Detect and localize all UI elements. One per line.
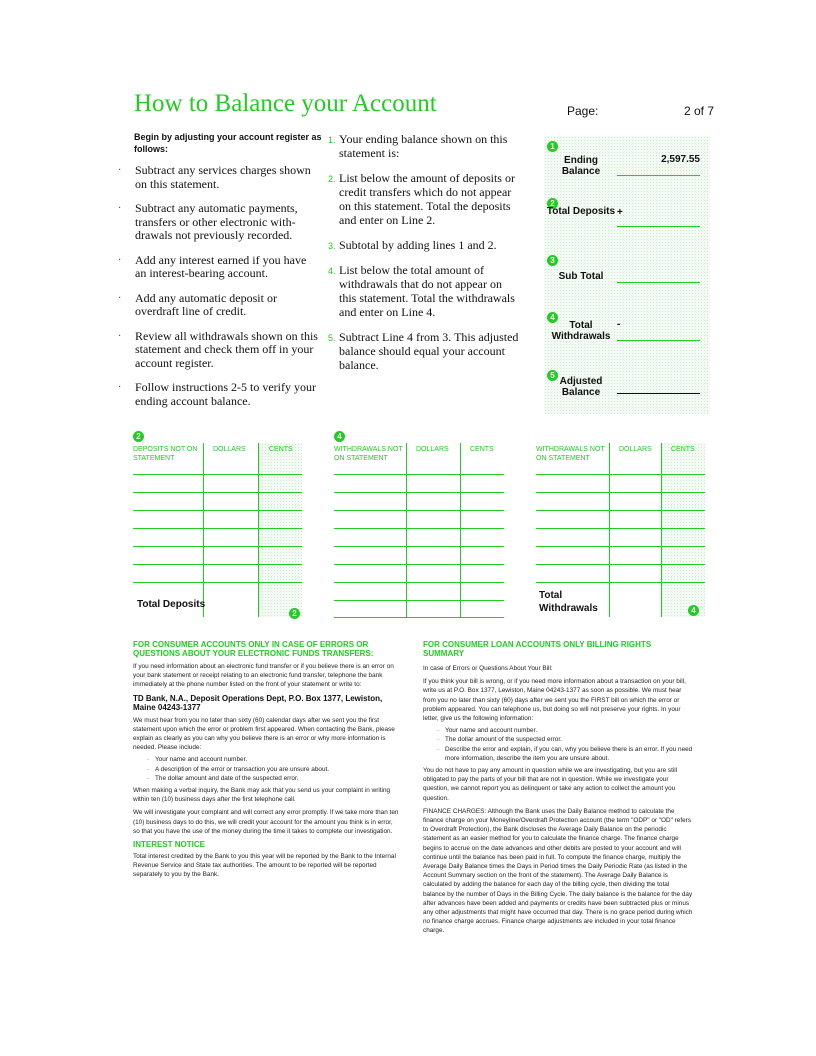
withdrawals2-divider-2 (661, 443, 662, 617)
step-text: Subtract Line 4 from 3. This adjusted balance should equal your account balance. (339, 330, 519, 372)
total-deposits-line (617, 226, 700, 227)
list-item: · Your name and account number. (147, 755, 401, 764)
deposits-divider-2 (258, 443, 259, 617)
withdrawals1-row-line (334, 582, 504, 583)
deposits-badge: 2 (133, 431, 144, 442)
page-title: How to Balance your Account (134, 90, 437, 117)
page-number: 2 of 7 (684, 104, 715, 118)
withdrawals1-row-line (334, 600, 504, 601)
step-3-badge: 3 (547, 255, 558, 266)
withdrawals1-row-line (334, 617, 504, 618)
step-item (328, 171, 520, 227)
deposits-col-header: DEPOSITS NOT ON STATEMENT (133, 446, 198, 462)
list-item: · Subtract any services charges shown on this statement. (118, 164, 318, 191)
ending-balance-label: Ending Balance (561, 155, 601, 177)
withdrawals-col-header: WITHDRAWALS NOT ON STATEMENT (334, 446, 403, 462)
withdrawals-total-badge: 4 (688, 605, 699, 616)
loan-paragraph: You do not have to pay any amount in question while we are investigating, but you are still obligated to pay the parts of your bill that are not in question. While we investigate your question, we cannot report you as delinquent or take any action to collect the amount you question. (423, 767, 678, 802)
list-item: · Add any interest earned if you have an interest-bearing account. (118, 254, 318, 281)
list-item: · Subtract any automatic payments, transfers or other electronic with-drawals not previously recorded. (118, 202, 318, 243)
consumer-paragraph: When making a verbal inquiry, the Bank may ask that you send us your complaint in writing within ten (10) business days after the first telephone call. (133, 787, 391, 804)
withdrawals1-row-line (334, 510, 504, 511)
loan-paragraph: In case of Errors or Questions About Your Bill: (423, 665, 553, 672)
list-item: · Review all withdrawals shown on this statement and check them off in your account register. (118, 330, 318, 371)
deposits-divider-1 (203, 443, 204, 617)
withdrawals2-divider-1 (609, 443, 610, 617)
deposits-cents-shade (258, 443, 302, 617)
total-withdrawals-line-2: Withdrawals (539, 603, 598, 614)
list-item: · Follow instructions 2-5 to verify your ending account balance. (118, 381, 318, 408)
bank-address: TD Bank, N.A., Deposit Operations Dept, P.O. Box 1377, Lewiston, Maine 04243-1377 (133, 693, 383, 712)
list-item: · Your name and account number. (437, 726, 693, 735)
list-item: · The dollar amount of the suspected error. (437, 735, 693, 744)
step-text: List below the total amount of withdrawals that do not appear on this statement. Total the withdrawals and enter on Line 4. (339, 263, 515, 319)
loan-accounts-section (423, 640, 693, 940)
ending-balance-line (617, 175, 700, 176)
dollars-col-header: DOLLARS (619, 446, 652, 453)
plus-sign: + (617, 207, 623, 218)
withdrawals1-divider-2 (460, 443, 461, 617)
consumer-include-list (133, 755, 401, 783)
step-5-badge: 5 (547, 370, 558, 381)
list-item: · The dollar amount and date of the suspected error. (147, 774, 401, 783)
step-item (328, 132, 520, 160)
step-item (328, 238, 520, 252)
consumer-accounts-section (133, 640, 401, 880)
total-deposits-label: Total Deposits (546, 206, 616, 217)
withdrawals2-row-line (536, 528, 705, 529)
page-label: Page: (567, 104, 599, 118)
adjust-list (118, 164, 318, 419)
deposits-row-line (133, 582, 302, 583)
list-item: · Add any automatic deposit or overdraft line of credit. (118, 292, 318, 319)
withdrawals2-row-line (536, 510, 705, 511)
deposits-row-line (133, 492, 302, 493)
consumer-accounts-heading: FOR CONSUMER ACCOUNTS ONLY IN CASE OF ERRORS OR QUESTIONS ABOUT YOUR ELECTRONIC FUNDS TRANSFERS: (133, 640, 374, 658)
sub-total-line (617, 282, 700, 283)
loan-accounts-heading: FOR CONSUMER LOAN ACCOUNTS ONLY BILLING RIGHTS SUMMARY (423, 640, 652, 658)
total-deposits-text: Total Deposits (137, 599, 206, 610)
step-1-badge: 1 (547, 141, 558, 152)
deposits-total-badge: 2 (289, 608, 300, 619)
deposits-row-line (133, 510, 302, 511)
withdrawals-badge: 4 (334, 431, 345, 442)
deposits-row-line (133, 474, 302, 475)
withdrawals2-row-line (536, 582, 705, 583)
consumer-paragraph: If you need information about an electronic fund transfer or if you believe there is an error on your bank statement or receipt relating to an electronic fund transfer, telephone the bank immediately at the phone number listed on the front of your statement or write to: (133, 663, 394, 689)
cents-col-header: CENTS (470, 446, 494, 453)
total-withdrawals-text (539, 589, 598, 615)
step-number: 3. (328, 241, 336, 251)
deposits-row-line (133, 546, 302, 547)
adjusted-balance-line (617, 393, 700, 394)
step-number: 2. (328, 174, 336, 184)
withdrawals1-row-line (334, 528, 504, 529)
cents-col-header: CENTS (269, 446, 293, 453)
step-item (328, 330, 520, 372)
deposits-row-line (133, 528, 302, 529)
sub-total-label: Sub Total (558, 271, 604, 282)
total-withdrawals-line-1: Total (539, 590, 563, 601)
cents-col-header: CENTS (671, 446, 695, 453)
total-withdrawals-label: Total Withdrawals (551, 320, 611, 342)
withdrawals2-row-line (536, 474, 705, 475)
intro-text: Begin by adjusting your account register as follows: (134, 132, 322, 154)
total-withdrawals-line (617, 340, 700, 341)
minus-sign: - (617, 319, 621, 330)
consumer-paragraph: We must hear from you no later than sixty (60) calendar days after we sent you the first statement upon which the error or problem first appeared. When contacting the Bank, please explain as clearly as you can why you believe there is an error or why more information is needed. Please include: (133, 716, 395, 752)
interest-notice-text: Total interest credited by the Bank to you this year will be reported by the Bank to the Internal Revenue Service and State tax authorities. The amount to be reported will be reported separately to you by the Bank. (133, 853, 396, 879)
withdrawals-col-header: WITHDRAWALS NOT ON STATEMENT (536, 446, 605, 462)
withdrawals2-row-line (536, 492, 705, 493)
finance-charges-paragraph: FINANCE CHARGES: Although the Bank uses the Daily Balance method to calculate the finance charge on your Moneyline/Overdraft Protection account (the term "ODP" or "OD" refers to Overdraft Protection), the Bank discloses the Average Daily Balance on the periodic statement as an easier method for you to calculate the finance charge. The finance charge begins to accrue on the date advances and other debits are posted to your account and will continue until the balance has been paid in full. To compute the finance charge, multiply the Average Daily Balance times the Days in Period times the Daily Periodic Rate (as listed in the Account Summary section on the front of the statement). The Average Daily Balance is calculated by adding the balance for each day of the billing cycle, then dividing the total balance by the number of Days in the Billing Cycle. The daily balance is the balance for the day after advances have been added and payments or credits have been subtracted plus or minus any other adjustments that might have occurred that day. There is no grace period during which no finance charge accrues. Finance charge adjustments are included in your total finance charge. (423, 807, 693, 935)
consumer-paragraph: We will investigate your complaint and will correct any error promptly. If we take more than ten (10) business days to do this, we will credit your account for the amount you think is in error, so that you have the use of the money during the time it takes to complete our investigation. (133, 809, 399, 835)
withdrawals1-divider-1 (406, 443, 407, 617)
list-item: · Describe the error and explain, if you can, why you believe there is an error. If you need more information, describe the item you are unsure about. (437, 745, 693, 763)
step-number: 1. (328, 135, 336, 145)
withdrawals1-row-line (334, 546, 504, 547)
withdrawals1-row-line (334, 564, 504, 565)
withdrawals1-row-line (334, 492, 504, 493)
step-item (328, 263, 520, 319)
step-2-badge: 2 (547, 198, 558, 209)
list-item: · A description of the error or transaction you are unsure about. (147, 765, 401, 774)
loan-info-list (423, 726, 693, 763)
withdrawals2-row-line (536, 564, 705, 565)
step-text: Subtotal by adding lines 1 and 2. (339, 238, 497, 252)
ending-balance-value: 2,597.55 (661, 154, 700, 165)
adjusted-balance-label: Adjusted Balance (559, 376, 603, 398)
steps-list (328, 132, 520, 383)
withdrawals2-cents-shade (661, 443, 705, 617)
step-4-badge: 4 (547, 312, 558, 323)
interest-notice-heading: INTEREST NOTICE (133, 840, 206, 850)
withdrawals1-row-line (334, 474, 504, 475)
dollars-col-header: DOLLARS (416, 446, 449, 453)
deposits-row-line (133, 564, 302, 565)
dollars-col-header: DOLLARS (213, 446, 246, 453)
loan-paragraph: If you think your bill is wrong, or if you need more information about a transaction on your bill, write us at P.O. Box 1377, Lewiston, Maine 04243-1377 as soon as possible. We must hear from you no later than sixty (60) days after we sent you the FIRST bill on which the error or problem appeared. You can telephone us, but doing so will not preserve your rights. In your letter, give us the following information: (423, 678, 686, 723)
step-number: 4. (328, 266, 336, 276)
step-text: List below the amount of deposits or credit transfers which do not appear on this statement. Total the deposits and enter on Line 2. (339, 171, 515, 227)
step-text: Your ending balance shown on this statement is: (339, 132, 508, 160)
step-number: 5. (328, 333, 336, 343)
withdrawals2-row-line (536, 546, 705, 547)
